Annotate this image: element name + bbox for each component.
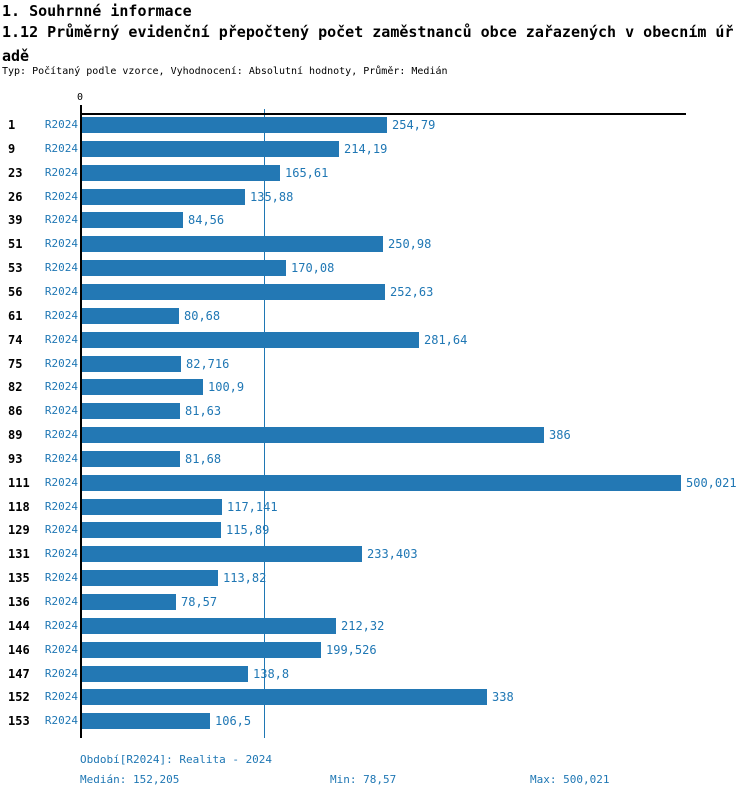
category-label: 118 — [8, 500, 30, 514]
series-label: R2024 — [44, 118, 78, 131]
series-label: R2024 — [44, 166, 78, 179]
value-label: 165,61 — [285, 166, 329, 180]
series-label: R2024 — [44, 500, 78, 513]
value-label: 78,57 — [181, 595, 218, 609]
bar — [82, 689, 487, 705]
series-label: R2024 — [44, 142, 78, 155]
category-label: 23 — [8, 166, 23, 180]
category-label: 89 — [8, 428, 23, 442]
bar — [82, 260, 286, 276]
series-label: R2024 — [44, 190, 78, 203]
bar — [82, 713, 210, 729]
series-label: R2024 — [44, 404, 78, 417]
value-label: 500,021 — [686, 476, 737, 490]
stat-median: Medián: 152,205 — [80, 773, 180, 786]
category-label: 56 — [8, 285, 23, 299]
series-label: R2024 — [44, 261, 78, 274]
category-label: 146 — [8, 643, 30, 657]
value-label: 338 — [492, 690, 514, 704]
bar — [82, 165, 280, 181]
category-label: 53 — [8, 261, 23, 275]
value-label: 100,9 — [208, 380, 245, 394]
bar — [82, 642, 321, 658]
series-label: R2024 — [44, 237, 78, 250]
series-label: R2024 — [44, 595, 78, 608]
value-label: 252,63 — [390, 285, 434, 299]
bar — [82, 356, 181, 372]
category-label: 26 — [8, 190, 23, 204]
bar — [82, 236, 383, 252]
value-label: 212,32 — [341, 619, 385, 633]
category-label: 144 — [8, 619, 30, 633]
bar — [82, 570, 218, 586]
value-label: 82,716 — [186, 357, 230, 371]
bar — [82, 427, 544, 443]
bar — [82, 379, 203, 395]
value-label: 84,56 — [188, 213, 225, 227]
value-label: 113,82 — [223, 571, 267, 585]
bar — [82, 332, 419, 348]
category-label: 152 — [8, 690, 30, 704]
value-label: 81,63 — [185, 404, 222, 418]
bar — [82, 594, 176, 610]
value-label: 106,5 — [215, 714, 252, 728]
series-label: R2024 — [44, 619, 78, 632]
bar — [82, 403, 180, 419]
value-label: 138,8 — [253, 667, 290, 681]
category-label: 147 — [8, 667, 30, 681]
series-label: R2024 — [44, 571, 78, 584]
stat-min: Min: 78,57 — [330, 773, 397, 786]
series-label: R2024 — [44, 714, 78, 727]
bar — [82, 141, 339, 157]
value-label: 80,68 — [184, 309, 221, 323]
bar — [82, 475, 681, 491]
bar — [82, 618, 336, 634]
series-label: R2024 — [44, 452, 78, 465]
stat-max: Max: 500,021 — [530, 773, 610, 786]
series-label: R2024 — [44, 667, 78, 680]
category-label: 86 — [8, 404, 23, 418]
category-label: 131 — [8, 547, 30, 561]
category-label: 153 — [8, 714, 30, 728]
bar — [82, 284, 385, 300]
category-label: 1 — [8, 118, 16, 132]
category-label: 129 — [8, 523, 30, 537]
value-label: 117,141 — [227, 500, 278, 514]
value-label: 254,79 — [392, 118, 436, 132]
series-label: R2024 — [44, 357, 78, 370]
series-label: R2024 — [44, 690, 78, 703]
bar — [82, 212, 183, 228]
category-label: 111 — [8, 476, 30, 490]
series-label: R2024 — [44, 476, 78, 489]
chart-title: 1.12 Průměrný evidenční přepočtený počet zaměstnanců obce zařazených v obecním úřadě — [2, 23, 734, 65]
value-label: 250,98 — [388, 237, 432, 251]
series-label: R2024 — [44, 643, 78, 656]
value-label: 170,08 — [291, 261, 335, 275]
value-label: 115,89 — [226, 523, 270, 537]
category-label: 61 — [8, 309, 23, 323]
value-label: 233,403 — [367, 547, 418, 561]
series-label: R2024 — [44, 428, 78, 441]
series-label: R2024 — [44, 333, 78, 346]
bar — [82, 546, 362, 562]
value-label: 81,68 — [185, 452, 222, 466]
value-label: 135,88 — [250, 190, 294, 204]
series-label: R2024 — [44, 213, 78, 226]
category-label: 135 — [8, 571, 30, 585]
x-axis-line — [80, 113, 686, 115]
bar — [82, 117, 387, 133]
x-axis-zero-tick-label: 0 — [76, 92, 84, 103]
bar — [82, 308, 179, 324]
category-label: 136 — [8, 595, 30, 609]
category-label: 75 — [8, 357, 23, 371]
value-label: 199,526 — [326, 643, 377, 657]
bar — [82, 451, 180, 467]
value-label: 214,19 — [344, 142, 388, 156]
series-label: R2024 — [44, 285, 78, 298]
value-label: 281,64 — [424, 333, 468, 347]
category-label: 51 — [8, 237, 23, 251]
bar — [82, 499, 222, 515]
category-label: 39 — [8, 213, 23, 227]
category-label: 74 — [8, 333, 23, 347]
legend-period: Období[R2024]: Realita - 2024 — [80, 753, 273, 766]
category-label: 93 — [8, 452, 23, 466]
bar — [82, 666, 248, 682]
value-label: 386 — [549, 428, 571, 442]
series-label: R2024 — [44, 547, 78, 560]
category-label: 82 — [8, 380, 23, 394]
page-title: 1. Souhrnné informace — [2, 2, 192, 20]
series-label: R2024 — [44, 380, 78, 393]
chart-meta-line: Typ: Počítaný podle vzorce, Vyhodnocení: Absolutní hodnoty, Průměr: Medián — [2, 66, 448, 77]
bar — [82, 189, 245, 205]
bar — [82, 522, 221, 538]
category-label: 9 — [8, 142, 16, 156]
y-axis-line — [80, 105, 82, 738]
series-label: R2024 — [44, 309, 78, 322]
series-label: R2024 — [44, 523, 78, 536]
